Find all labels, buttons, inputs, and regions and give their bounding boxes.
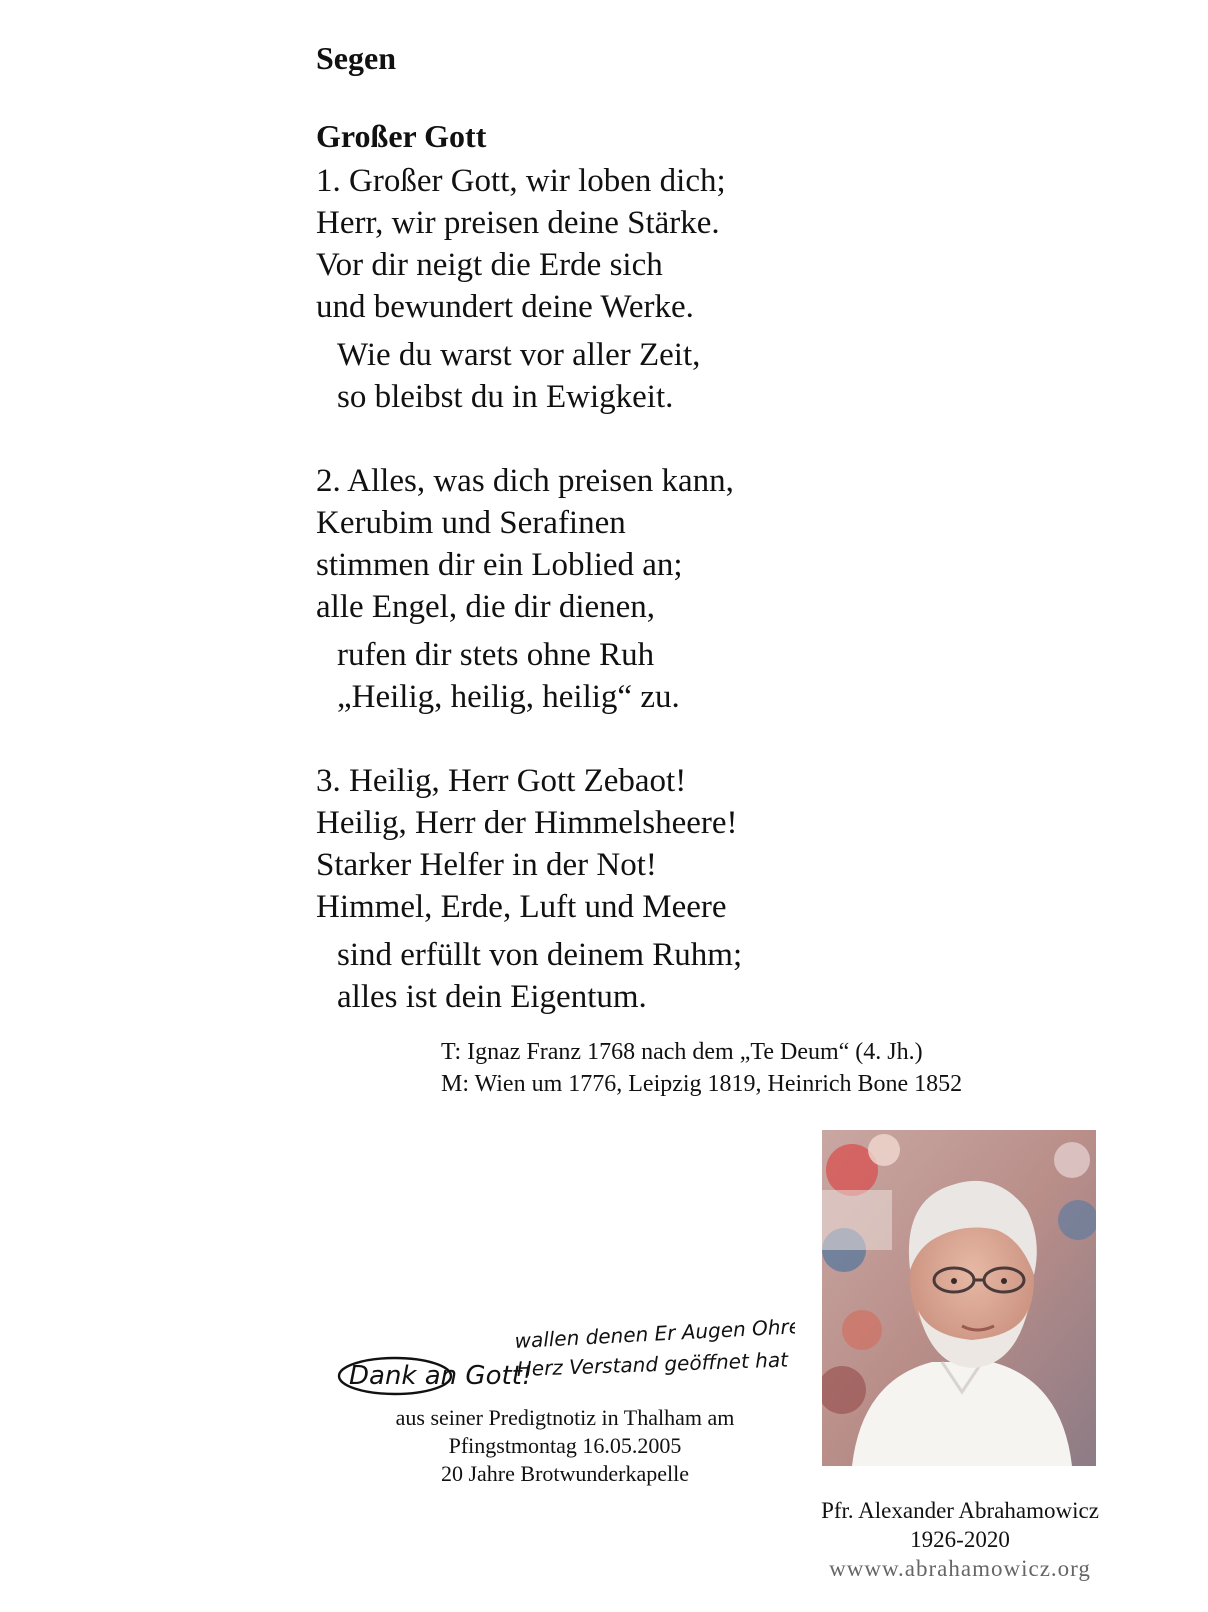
stanza-line: stimmen dir ein Loblied an;	[316, 547, 683, 583]
stanza-line: Heilig, Herr der Himmelsheere!	[316, 805, 738, 841]
song-title: Großer Gott	[316, 118, 487, 154]
music-credit: M: Wien um 1776, Leipzig 1819, Heinrich Bone 1852	[441, 1071, 963, 1097]
refrain	[316, 634, 734, 718]
note-text-2: wallen denen Er Augen Ohren	[514, 1318, 795, 1353]
stanza-line: 1. Großer Gott, wir loben dich;	[316, 163, 726, 199]
stanza-line: 2. Alles, was dich preisen kann,	[316, 463, 734, 499]
refrain-line: Wie du warst vor aller Zeit,	[337, 337, 701, 373]
stanza-line: Vor dir neigt die Erde sich	[316, 247, 663, 283]
note-caption-line: Pfingstmontag 16.05.2005	[448, 1433, 682, 1458]
stanza-line: alle Engel, die dir dienen,	[316, 589, 656, 625]
handwritten-note-image	[335, 1318, 795, 1400]
refrain	[316, 934, 742, 1018]
section-heading: Segen	[316, 40, 396, 76]
text-credit: T: Ignaz Franz 1768 nach dem „Te Deum“ (4. Jh.)	[441, 1039, 923, 1065]
stanza-line: und bewundert deine Werke.	[316, 289, 694, 325]
refrain-line: alles ist dein Eigentum.	[337, 979, 647, 1015]
stanza-3	[316, 760, 742, 1018]
refrain-line: rufen dir stets ohne Ruh	[337, 637, 655, 673]
stanza-2	[316, 460, 734, 718]
stanza-line: Himmel, Erde, Luft und Meere	[316, 889, 727, 925]
portrait-name: Pfr. Alexander Abrahamowicz	[821, 1498, 1099, 1523]
refrain-line: sind erfüllt von deinem Ruhm;	[337, 937, 743, 973]
stanza-line: 3. Heilig, Herr Gott Zebaot!	[316, 763, 687, 799]
website-link[interactable]: wwww.abrahamowicz.org	[829, 1556, 1091, 1581]
note-text-1: Dank an Gott!	[349, 1361, 533, 1391]
stanza-line: Herr, wir preisen deine Stärke.	[316, 205, 720, 241]
portrait-photo	[822, 1130, 1096, 1466]
song-credits	[441, 1036, 962, 1100]
note-caption	[335, 1404, 795, 1488]
refrain	[316, 334, 726, 418]
note-text-3: Herz Verstand geöffnet hat	[516, 1347, 789, 1381]
note-caption-line: 20 Jahre Brotwunderkapelle	[440, 1461, 690, 1486]
refrain-line: so bleibst du in Ewigkeit.	[337, 379, 674, 415]
note-caption-line: aus seiner Predigtnotiz in Thalham am	[395, 1405, 735, 1430]
stanza-1	[316, 160, 726, 418]
stanza-line: Starker Helfer in der Not!	[316, 847, 657, 883]
portrait-caption	[790, 1496, 1130, 1583]
refrain-line: „Heilig, heilig, heilig“ zu.	[337, 679, 680, 715]
portrait-years: 1926-2020	[910, 1527, 1010, 1552]
stanza-line: Kerubim und Serafinen	[316, 505, 626, 541]
